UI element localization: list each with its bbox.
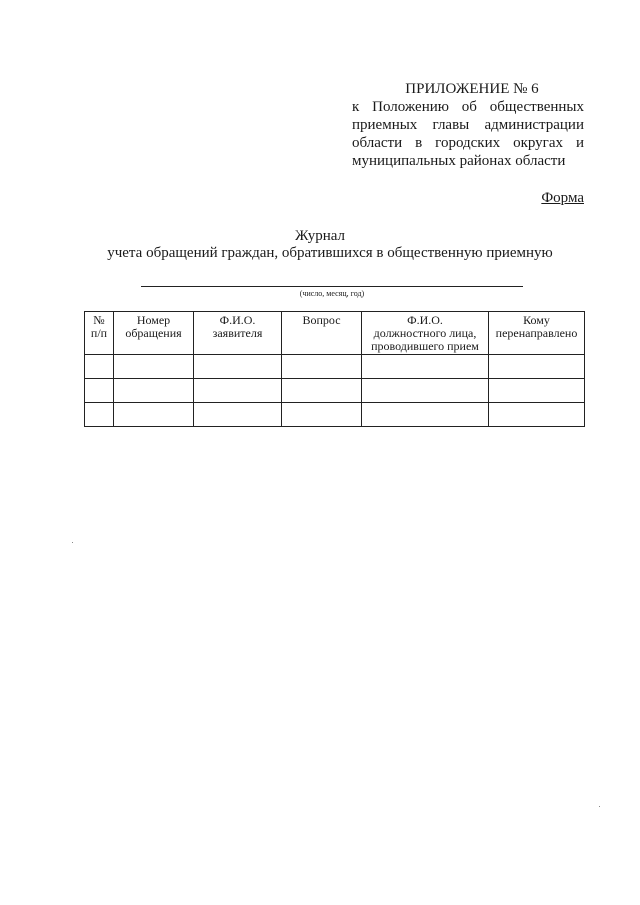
table-row (85, 379, 585, 403)
table-cell (489, 355, 585, 379)
table-body (85, 355, 585, 427)
table-cell (114, 355, 194, 379)
appendix-line-3: области в городских округах и (352, 135, 584, 151)
table-cell (362, 379, 489, 403)
journal-title: Журнал (294, 228, 345, 244)
column-header-line: Ф.И.О. (407, 313, 443, 327)
appendix-line-2: приемных главы администрации (352, 117, 584, 133)
table-cell (282, 403, 362, 427)
table-cell (282, 355, 362, 379)
table-cell (85, 403, 114, 427)
appendix-line-4: муниципальных районах области (352, 153, 566, 169)
journal-table (84, 311, 585, 427)
column-header-line: п/п (90, 326, 108, 340)
table-cell (114, 379, 194, 403)
table-row (85, 355, 585, 379)
table-cell (362, 355, 489, 379)
table-cell (85, 355, 114, 379)
column-header (114, 312, 194, 355)
column-header-line: Кому (523, 313, 550, 327)
table-cell (489, 379, 585, 403)
table-cell (85, 379, 114, 403)
table-cell (194, 355, 282, 379)
column-header (85, 312, 114, 355)
scan-speck (72, 542, 73, 543)
date-blank-line (141, 286, 523, 287)
column-header-line: проводившего прием (371, 339, 479, 353)
column-header-line: перенаправлено (495, 326, 578, 340)
column-header-line: Ф.И.О. (219, 313, 256, 327)
table-cell (489, 403, 585, 427)
scan-speck (599, 806, 600, 807)
date-caption: (число, месяц, год) (299, 289, 365, 298)
column-header-line: № (93, 313, 105, 327)
table-cell (114, 403, 194, 427)
column-header (194, 312, 282, 355)
table-cell (362, 403, 489, 427)
column-header-line: заявителя (212, 326, 263, 340)
column-header (282, 312, 362, 355)
table-cell (194, 379, 282, 403)
column-header-line: должностного лица, (373, 326, 477, 340)
appendix-line-1: к Положению об общественных (352, 99, 584, 115)
column-header-line: Вопрос (302, 313, 341, 327)
appendix-header (352, 80, 584, 170)
appendix-title: ПРИЛОЖЕНИЕ № 6 (405, 81, 539, 97)
table-cell (282, 379, 362, 403)
column-header-line: обращения (125, 326, 182, 340)
table-header-row (85, 312, 585, 355)
column-header (489, 312, 585, 355)
journal-subtitle: учета обращений граждан, обратившихся в общественную приемную (107, 245, 553, 261)
form-label: Форма (541, 190, 584, 206)
column-header-line: Номер (136, 313, 171, 327)
column-header (362, 312, 489, 355)
table-cell (194, 403, 282, 427)
table-row (85, 403, 585, 427)
